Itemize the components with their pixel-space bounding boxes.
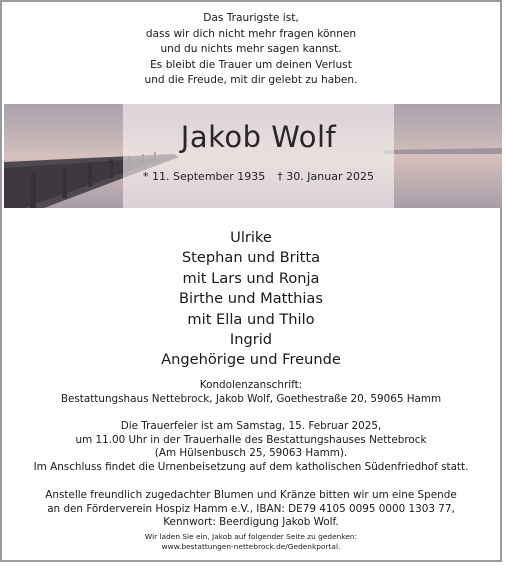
birth-date: * 11. September 1935 <box>143 170 266 183</box>
poem <box>2 11 500 89</box>
mourner-line: mit Ella und Thilo <box>187 310 315 328</box>
online-invite: Wir laden Sie ein, Jakob auf folgender Seite zu gedenken: <box>144 532 358 541</box>
mourner-line: Birthe und Matthias <box>179 290 323 308</box>
donation-line: Kennwort: Beerdigung Jakob Wolf. <box>163 516 339 529</box>
mourner-line: Angehörige und Freunde <box>161 351 341 369</box>
ceremony-line: um 11.00 Uhr in der Trauerhalle des Bestattungshauses Nettebrock <box>75 433 427 446</box>
life-dates <box>123 170 394 183</box>
ceremony-line: Die Trauerfeier ist am Samstag, 15. Februar 2025, <box>120 420 382 432</box>
poem-line: und du nichts mehr sagen kannst. <box>160 43 342 55</box>
poem-line: und die Freude, mit dir gelebt zu haben. <box>144 74 358 86</box>
ceremony-info <box>2 420 500 475</box>
donation-line: an den Förderverein Hospiz Hamm e.V., IBAN: DE79 4105 0095 0000 1303 77, <box>47 502 455 515</box>
mourner-line: Ingrid <box>229 331 273 349</box>
deceased-name: Jakob Wolf <box>180 120 337 154</box>
donation-line: Anstelle freundlich zugedachter Blumen und Kränze bitten wir um eine Spende <box>45 489 457 501</box>
condolence-address-line: Bestattungshaus Nettebrock, Jakob Wolf, Goethestraße 20, 59065 Hamm <box>60 392 442 405</box>
condolence-label: Kondolenzanschrift: <box>199 379 303 391</box>
mourner-line: mit Lars und Ronja <box>182 269 320 287</box>
poem-line: Das Traurigste ist, <box>203 12 299 24</box>
online-memorial <box>2 532 500 552</box>
poem-line: Es bleibt die Trauer um deinen Verlust <box>150 58 352 71</box>
mourners-list <box>2 228 500 371</box>
mourner-line: Stephan und Britta <box>181 249 321 267</box>
lake-pier-photo <box>4 104 502 208</box>
mourner-line: Ulrike <box>230 229 272 246</box>
donation-info <box>2 489 500 530</box>
name-panel <box>123 104 394 208</box>
ceremony-line: Im Anschluss findet die Urnenbeisetzung auf dem katholischen Südenfriedhof statt. <box>33 461 469 474</box>
poem-line: dass wir dich nicht mehr fragen können <box>145 27 357 40</box>
condolence-address <box>2 379 500 406</box>
death-date: † 30. Januar 2025 <box>277 170 374 183</box>
memorial-url: www.bestattungen-nettebrock.de/Gedenkportal. <box>161 542 341 551</box>
ceremony-line: (Am Hülsenbusch 25, 59063 Hamm). <box>154 447 348 460</box>
